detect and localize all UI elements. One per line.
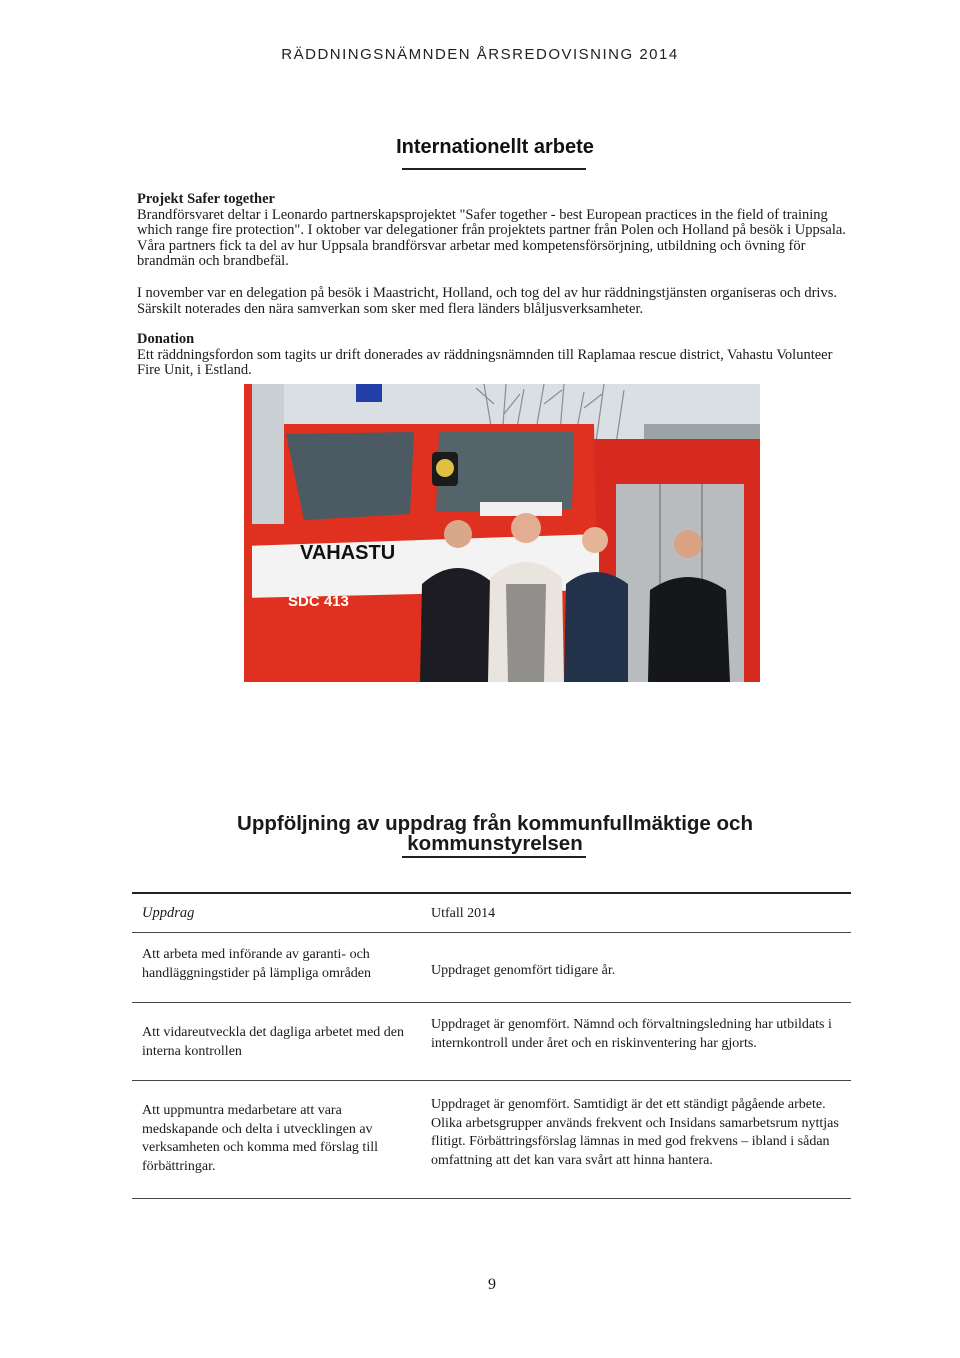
followup-title-line2: kommunstyrelsen xyxy=(407,832,583,855)
donation-text: Ett räddningsfordon som tagits ur drift donerades av räddningsnämnden till Raplamaa rescue district, Vahastu Volunteer Fire Unit, i Estland. xyxy=(137,346,833,378)
table-row-rule xyxy=(132,1080,851,1081)
table-row-1-outcome: Uppdraget genomfört tidigare år. xyxy=(431,963,616,978)
table-row-1-task: Att arbeta med införande av garanti- och handläggningstider på lämpliga områden xyxy=(142,947,371,981)
page-number: 9 xyxy=(488,1276,496,1293)
project-paragraph xyxy=(137,192,857,270)
november-paragraph: I november var en delegation på besök i Maastricht, Holland, och tog del av hur räddningstjänsten organiseras och drivs. Särskilt noterades den nära samverkan som sker med flera länders blåljusverksamheter. xyxy=(137,285,837,317)
section-title-international: Internationellt arbete xyxy=(396,136,594,158)
table-row-3-task: Att uppmuntra medarbetare att vara medskapande och delta i utvecklingen av verksamheten och komma med förslag till förbättringar. xyxy=(142,1103,378,1174)
table-row-rule xyxy=(132,1002,851,1003)
page-header: RÄDDNINGSNÄMNDEN ÅRSREDOVISNING 2014 xyxy=(281,46,679,63)
title-underline xyxy=(402,168,586,170)
donation-label: Donation xyxy=(137,331,195,347)
project-text: Brandförsvaret deltar i Leonardo partnerskapsprojektet "Safer together - best European practices in the field of training which range fire protection". I oktober var delegationer från projektets partner från Polen och Holland på besök i Uppsala. Våra partners fick ta del av hur Uppsala brandförsvar arbetar med kompetensförsörjning, utbildning och övning för brandmän och brandbefäl. xyxy=(137,206,846,269)
table-top-rule xyxy=(132,892,851,894)
donation-paragraph xyxy=(137,332,857,379)
followup-title-line1: Uppföljning av uppdrag från kommunfullmäktige och xyxy=(237,812,753,835)
table-bottom-rule xyxy=(132,1198,851,1199)
truck-name-text: VAHASTU xyxy=(300,542,396,564)
section-title-followup xyxy=(170,814,820,854)
table-header-rule xyxy=(132,932,851,933)
table-header-uppdrag: Uppdrag xyxy=(142,905,195,921)
fire-truck-photo xyxy=(244,384,760,682)
table-row-3-outcome: Uppdraget är genomfört. Samtidigt är det ett ständigt pågående arbete. Olika arbetsgrupper används frekvent och Insidans samarbetsrum nyttjas flitigt. Förbättringsförslag lämnas in med god frekvens – ibland i sådan omfattning att det kan vara svårt att hinna hantera. xyxy=(431,1097,839,1168)
project-label: Projekt Safer together xyxy=(137,191,275,207)
table-row-2-task: Att vidareutveckla det dagliga arbetet med den interna kontrollen xyxy=(142,1025,405,1059)
title-underline-2 xyxy=(402,856,586,858)
truck-code-text: SDC 413 xyxy=(288,593,349,610)
table-header-utfall: Utfall 2014 xyxy=(431,906,496,921)
photo-illustration xyxy=(244,384,760,682)
table-row-2-outcome: Uppdraget är genomfört. Nämnd och förvaltningsledning har utbildats i internkontroll under året och en riskinventering har gjorts. xyxy=(431,1017,832,1051)
